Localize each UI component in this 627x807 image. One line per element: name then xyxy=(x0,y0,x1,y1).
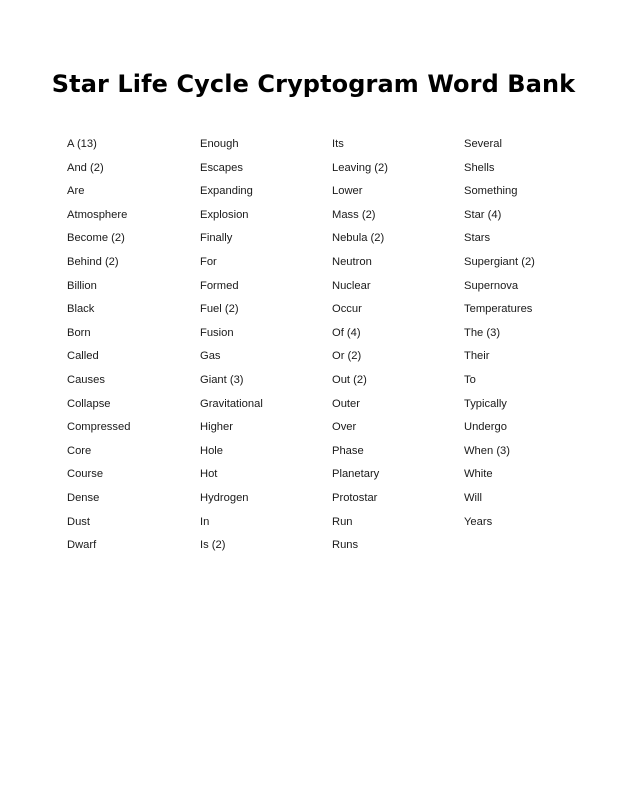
word-bank-entry: Gas xyxy=(200,350,221,363)
word-column-1 xyxy=(67,136,130,561)
word-bank-entry: Of (4) xyxy=(332,326,361,339)
word-bank-entry: Temperatures xyxy=(464,303,533,316)
word-bank-entry: Stars xyxy=(464,232,491,245)
word-bank-entry: Shells xyxy=(464,161,495,174)
word-bank-entry: Out (2) xyxy=(332,373,367,386)
page-title: Star Life Cycle Cryptogram Word Bank xyxy=(51,70,576,98)
word-bank-entry: Hydrogen xyxy=(200,491,249,504)
word-bank-entry: Behind (2) xyxy=(67,255,119,268)
word-bank-entry: Finally xyxy=(200,232,233,245)
word-bank-entry: Phase xyxy=(332,444,364,457)
word-bank-entry: Supernova xyxy=(464,279,519,292)
word-bank-entry: Mass (2) xyxy=(332,208,376,221)
word-bank-entry: Star (4) xyxy=(464,208,502,221)
word-bank-entry: For xyxy=(200,255,217,268)
word-bank-entry: Enough xyxy=(200,138,239,150)
word-bank-entry: Planetary xyxy=(332,468,380,481)
word-bank-entry: Neutron xyxy=(332,255,372,268)
word-bank-entry: Expanding xyxy=(200,185,253,198)
word-bank-entry: Causes xyxy=(67,373,105,386)
word-bank-entry: Higher xyxy=(200,421,233,434)
word-bank-entry: Hot xyxy=(200,468,218,481)
word-bank-entry: Billion xyxy=(67,279,97,292)
word-bank-entry: Their xyxy=(464,350,490,363)
word-bank-entry: Or (2) xyxy=(332,350,362,363)
word-bank-entry: Something xyxy=(464,185,518,198)
word-bank-entry: Occur xyxy=(332,303,362,316)
word-bank-entry: Called xyxy=(67,350,99,363)
word-bank-entry: Compressed xyxy=(67,421,131,434)
word-bank-entry: And (2) xyxy=(67,161,104,174)
word-bank-entry: Leaving (2) xyxy=(332,161,388,174)
word-bank-entry: Is (2) xyxy=(200,539,226,552)
word-bank-entry: Undergo xyxy=(464,421,507,434)
word-bank-entry: Protostar xyxy=(332,491,378,504)
word-bank-entry: Formed xyxy=(200,279,239,292)
word-bank-entry: White xyxy=(464,468,493,481)
word-bank-entry: Giant (3) xyxy=(200,373,244,386)
word-bank-entry: Black xyxy=(67,303,95,316)
word-bank-entry: Its xyxy=(332,138,344,150)
word-bank-entry: To xyxy=(464,373,476,386)
word-bank-entry: A (13) xyxy=(67,138,97,150)
word-bank-entry: Core xyxy=(67,444,92,457)
word-column-2 xyxy=(200,136,263,561)
word-bank-entry: Nebula (2) xyxy=(332,232,385,245)
word-bank-entry: Course xyxy=(67,468,104,481)
word-bank-entry: Run xyxy=(332,515,353,528)
word-bank-entry: Typically xyxy=(464,397,507,410)
word-column-3 xyxy=(332,136,388,561)
word-bank-entry: Runs xyxy=(332,539,359,552)
word-bank-entry: Dust xyxy=(67,515,91,528)
word-bank-entry: Over xyxy=(332,421,357,434)
word-bank-entry: The (3) xyxy=(464,326,501,339)
word-bank-entry: Born xyxy=(67,326,91,339)
word-bank-entry: In xyxy=(200,515,210,528)
word-column-4 xyxy=(464,136,535,537)
word-bank-entry: Hole xyxy=(200,444,224,457)
word-bank-entry: Supergiant (2) xyxy=(464,255,535,268)
word-bank-entry: Become (2) xyxy=(67,232,125,245)
word-bank-entry: Are xyxy=(67,185,85,198)
word-bank-entry: Dwarf xyxy=(67,539,97,552)
word-bank-entry: Years xyxy=(464,515,493,528)
word-bank-entry: Gravitational xyxy=(200,397,263,410)
word-bank-entry: Fuel (2) xyxy=(200,303,239,316)
word-bank-entry: When (3) xyxy=(464,444,511,457)
word-bank-entry: Outer xyxy=(332,397,360,410)
word-bank-entry: Several xyxy=(464,138,502,150)
word-bank-entry: Explosion xyxy=(200,208,249,221)
word-bank-entry: Lower xyxy=(332,185,363,198)
word-bank-entry: Escapes xyxy=(200,161,243,174)
word-bank-entry: Will xyxy=(464,491,483,504)
word-bank-entry: Fusion xyxy=(200,326,234,339)
word-bank-entry: Nuclear xyxy=(332,279,371,292)
word-bank-entry: Dense xyxy=(67,491,100,504)
word-bank-entry: Collapse xyxy=(67,397,111,410)
word-bank-entry: Atmosphere xyxy=(67,208,128,221)
